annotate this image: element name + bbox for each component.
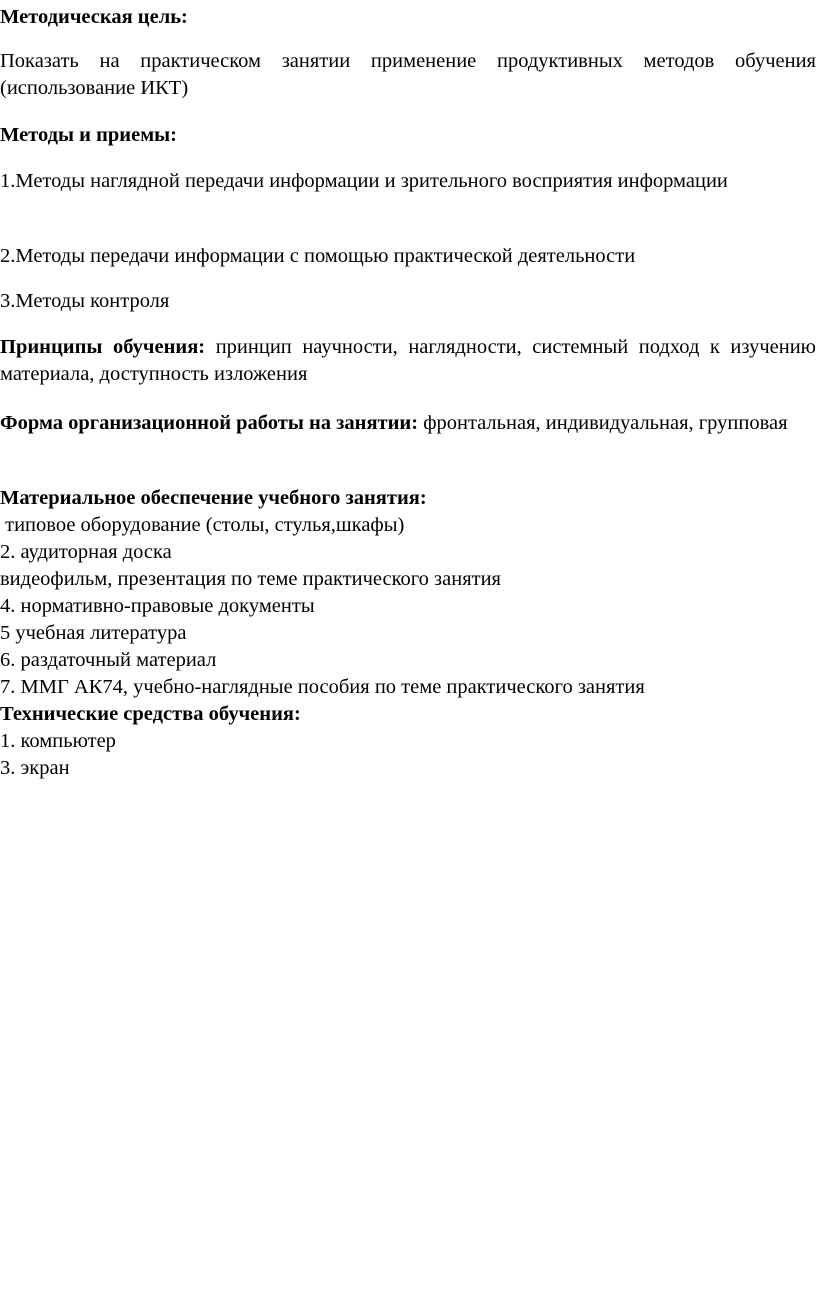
material-item: 2. аудиторная доска: [0, 541, 172, 563]
goal-heading: Методическая цель:: [0, 6, 188, 28]
material-heading: Материальное обеспечение учебного занятия:: [0, 487, 427, 509]
material-item: 6. раздаточный материал: [0, 649, 217, 671]
technical-item: 3. экран: [0, 757, 70, 779]
principles-paragraph: [0, 334, 816, 388]
principles-text: принцип научности, наглядности, системный подход к изучению материала, доступность изложения: [0, 336, 816, 385]
form-paragraph: [0, 410, 816, 437]
principles-label: Принципы обучения:: [0, 336, 206, 358]
technical-item: 1. компьютер: [0, 730, 116, 752]
material-item: типовое оборудование (столы, стулья,шкафы): [0, 514, 405, 536]
material-item: 7. ММГ АК74, учебно-наглядные пособия по теме практического занятия: [0, 676, 645, 698]
form-text: фронтальная, индивидуальная, групповая: [418, 412, 788, 434]
material-item: видеофильм, презентация по теме практического занятия: [0, 568, 501, 590]
methods-item-2: 2.Методы передачи информации с помощью практической деятельности: [0, 245, 636, 267]
material-item: 5 учебная литература: [0, 622, 187, 644]
methods-item-3: 3.Методы контроля: [0, 290, 170, 312]
material-item: 4. нормативно-правовые документы: [0, 595, 315, 617]
methods-heading: Методы и приемы:: [0, 124, 177, 146]
technical-heading: Технические средства обучения:: [0, 703, 301, 725]
methods-item-1: 1.Методы наглядной передачи информации и зрительного восприятия информации: [0, 170, 728, 192]
form-label: Форма организационной работы на занятии:: [0, 412, 419, 434]
material-section: [0, 485, 816, 782]
goal-text: Показать на практическом занятии применение продуктивных методов обучения (использование ИКТ): [0, 50, 816, 99]
